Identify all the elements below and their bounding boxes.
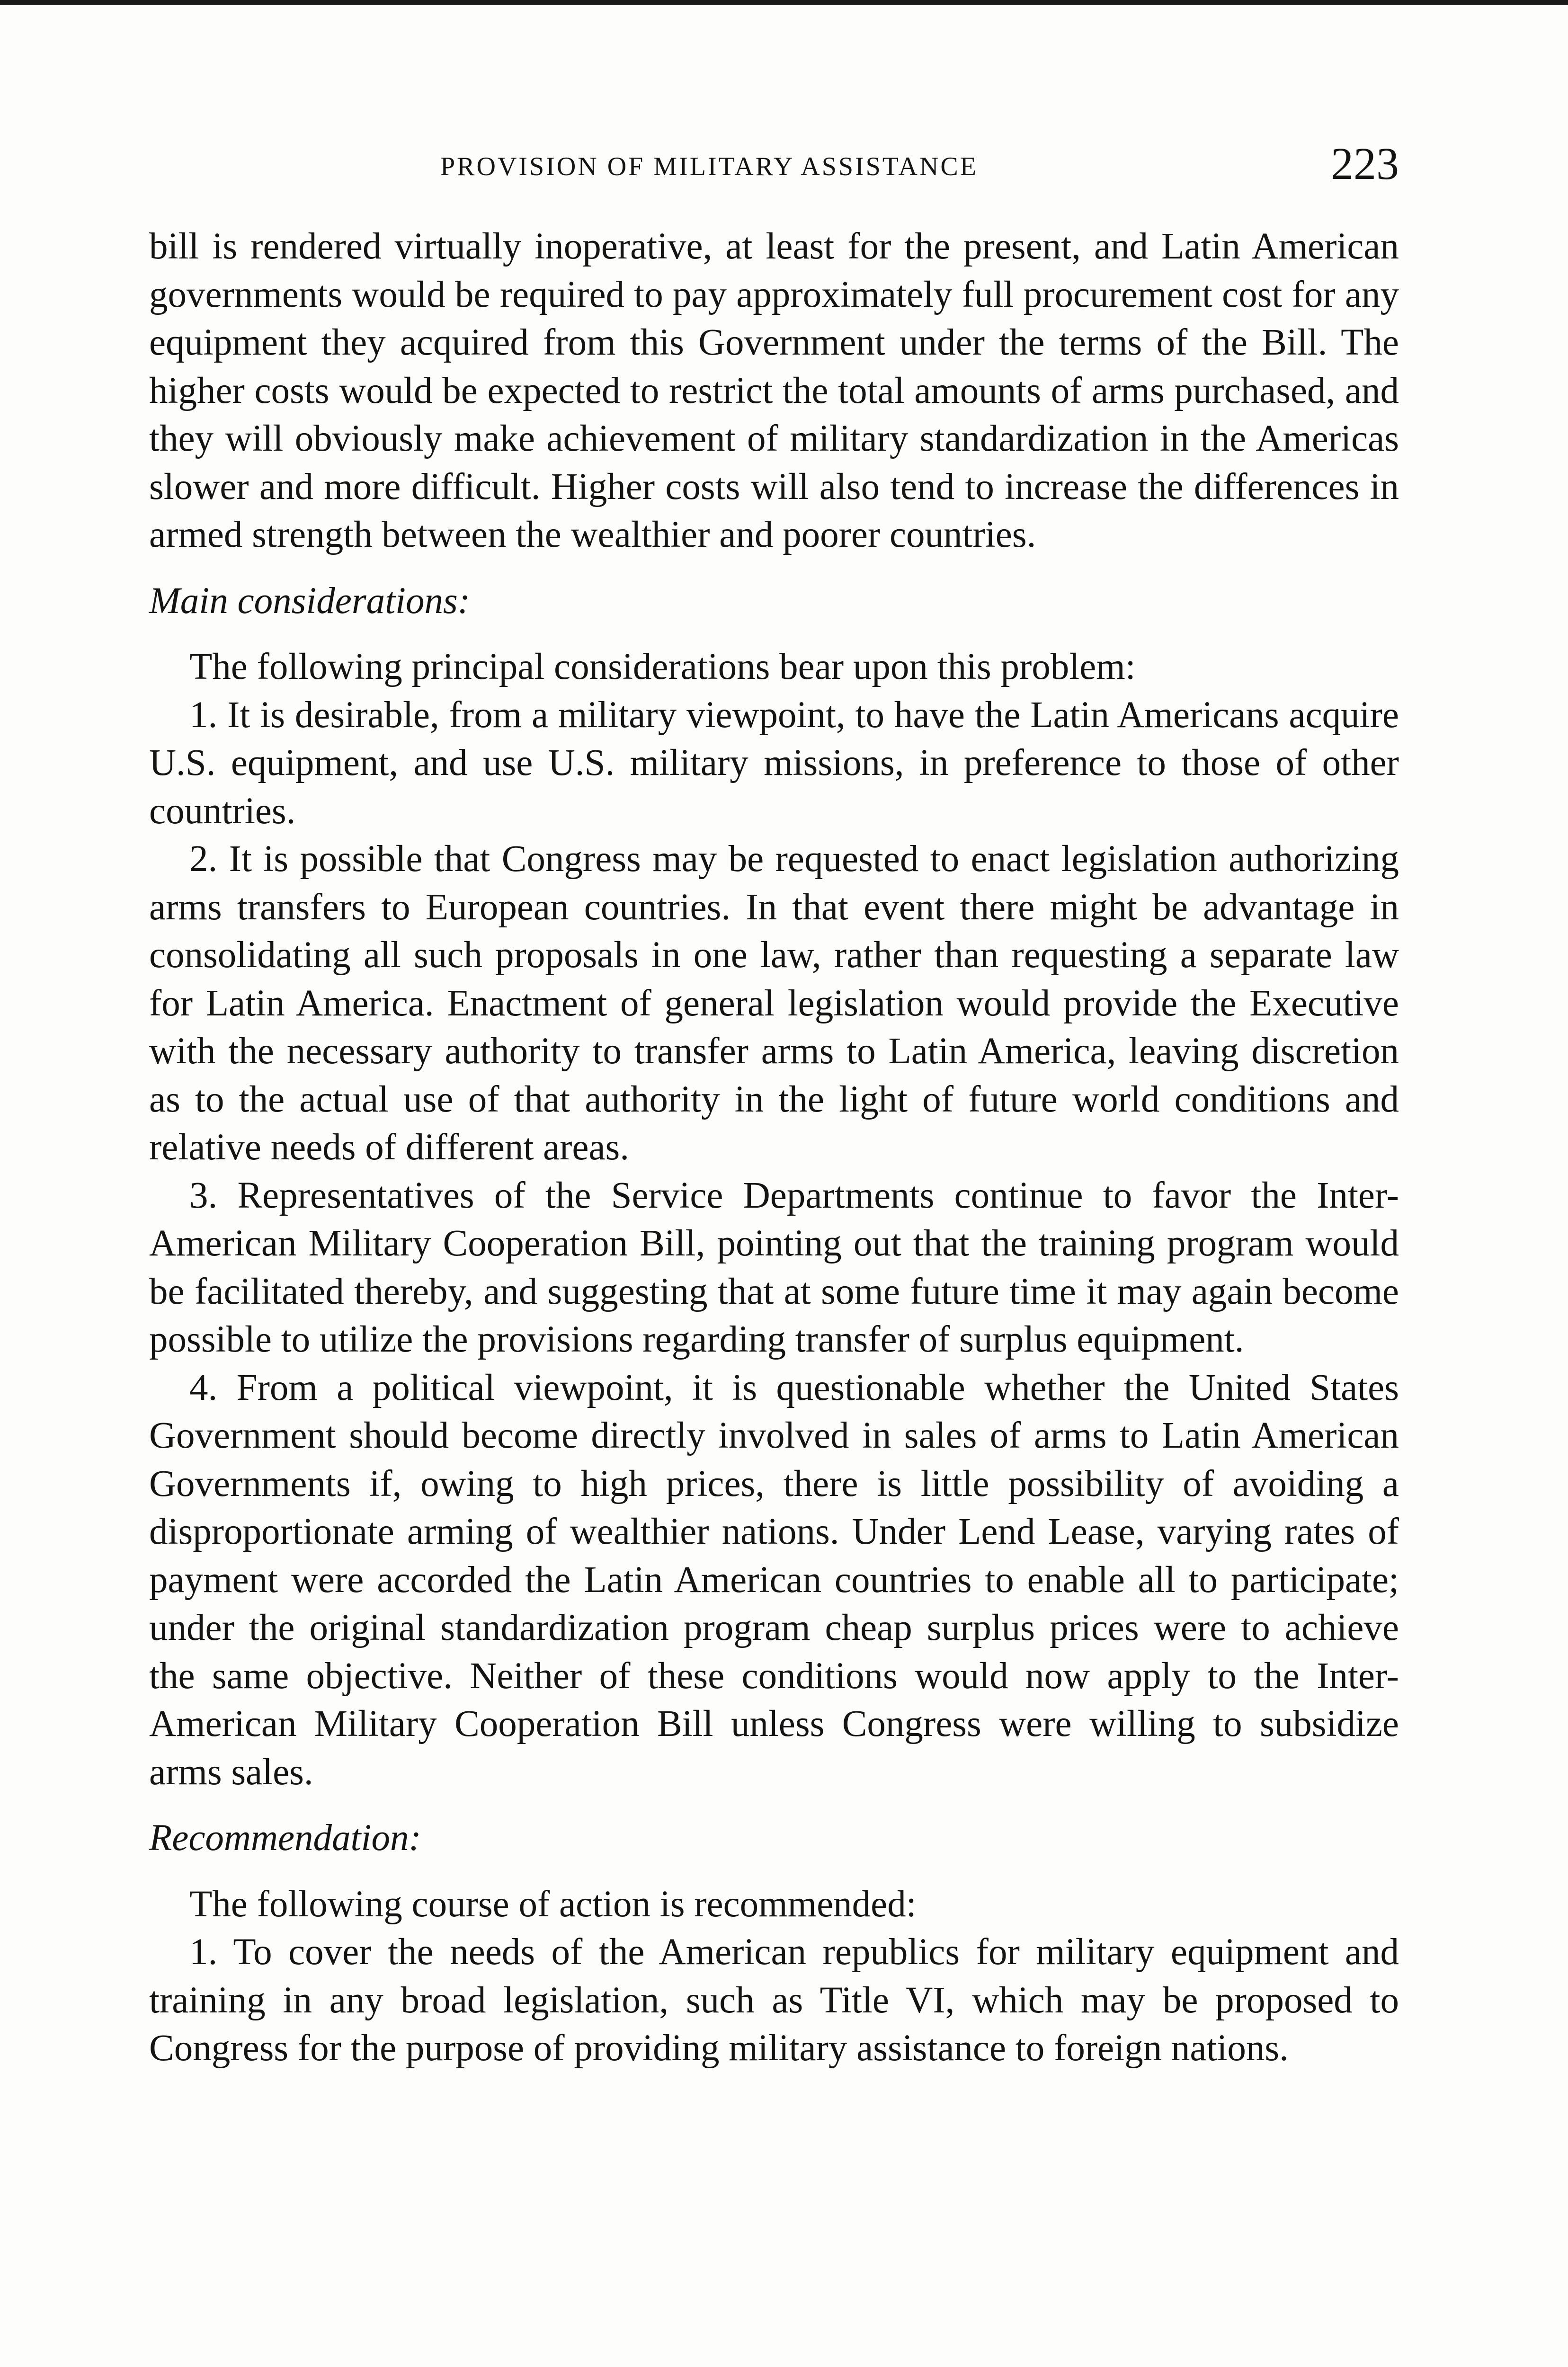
main-considerations-lead: The following principal considerations bear upon this problem: bbox=[189, 646, 1136, 687]
consideration-item: 1. It is desirable, from a military viewpoint, to have the Latin Americans acquire U.S. equipment, and use U.S. military missions, in preference to those of other countries. bbox=[149, 694, 1399, 832]
recommendation-item: 1. To cover the needs of the American republics for military equipment and training in any broad legislation, such as Title VI, which may be proposed to Congress for the purpose of providing military assistance to foreign nations. bbox=[149, 1931, 1399, 2069]
page-number: 223 bbox=[1331, 138, 1399, 189]
recommendation-heading: Recommendation: bbox=[149, 1817, 421, 1859]
consideration-item: 3. Representatives of the Service Departments continue to favor the Inter-American Military Cooperation Bill, pointing out that the training program would be facilitated thereby, and suggesting that at some future time it may again become possible to utilize the provisions regarding transfer of surplus equipment. bbox=[149, 1175, 1399, 1360]
intro-paragraph: bill is rendered virtually inoperative, at least for the present, and Latin American governments would be required to pay approximately full procurement cost for any equipment they acquired from this Government under the terms of the Bill. The higher costs would be expected to restrict the total amounts of arms purchased, and they will obviously make achievement of military standardization in the Americas slower and more difficult. Higher costs will also tend to increase the differences in armed strength between the wealthier and poorer countries. bbox=[149, 226, 1399, 555]
consideration-item: 2. It is possible that Congress may be requested to enact legislation authorizing arms transfers to European countries. In that event there might be advantage in consolidating all such proposals in one law, rather than requesting a separate law for Latin America. Enactment of general legislation would provide the Executive with the necessary authority to transfer arms to Latin America, leaving discretion as to the actual use of that authority in the light of future world conditions and relative needs of different areas. bbox=[149, 838, 1399, 1168]
body-text bbox=[149, 222, 1399, 2073]
page-header bbox=[149, 137, 1399, 194]
consideration-item: 4. From a political viewpoint, it is questionable whether the United States Government should become directly involved in sales of arms to Latin American Governments if, owing to high prices, there is little possibility of avoiding a disproportionate arming of wealthier nations. Under Lend Lease, varying rates of payment were accorded the Latin American countries to enable all to participate; under the original standardization program cheap surplus prices were to achieve the same objective. Neither of these conditions would now apply to the Inter-American Military Cooperation Bill unless Congress were willing to subsidize arms sales. bbox=[149, 1367, 1399, 1793]
page-top-edge bbox=[0, 0, 1568, 5]
running-head: PROVISION OF MILITARY ASSISTANCE bbox=[440, 152, 978, 181]
recommendation-lead: The following course of action is recommended: bbox=[189, 1883, 917, 1925]
main-considerations-heading: Main considerations: bbox=[149, 580, 471, 622]
